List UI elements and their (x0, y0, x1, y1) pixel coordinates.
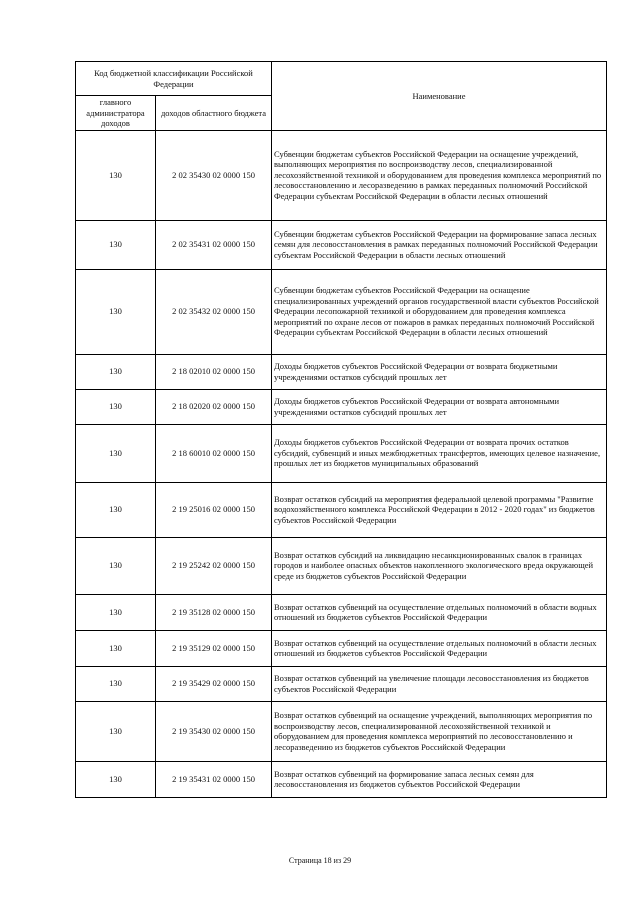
admin-code-cell: 130 (76, 269, 156, 354)
header-code-group: Код бюджетной классификации Российской Федерации (76, 62, 272, 96)
table-row (76, 666, 607, 701)
header-name: Наименование (272, 62, 607, 131)
admin-code-cell: 130 (76, 666, 156, 701)
name-cell: Доходы бюджетов субъектов Российской Федерации от возврата прочих остатков субсидий, субвенций и иных межбюджетных трансфертов, имеющих целевое назначение, прошлых лет из бюджетов муниципальных образований (272, 424, 607, 482)
income-code-cell: 2 02 35430 02 0000 150 (156, 130, 272, 220)
table-row (76, 424, 607, 482)
admin-code-cell: 130 (76, 761, 156, 797)
income-code-cell: 2 18 02020 02 0000 150 (156, 389, 272, 424)
name-cell: Возврат остатков субвенций на осуществление отдельных полномочий в области лесных отношений из бюджетов субъектов Российской Федерации (272, 630, 607, 666)
table-row (76, 537, 607, 594)
income-code-cell: 2 02 35431 02 0000 150 (156, 220, 272, 269)
name-cell: Субвенции бюджетам субъектов Российской Федерации на формирование запаса лесных семян для лесовосстановления в рамках переданных полномочий Российской Федерации субъектам Российской Федерации в области лесных отношений (272, 220, 607, 269)
table-row (76, 630, 607, 666)
header-admin: главного администратора доходов (76, 96, 156, 131)
table-row (76, 269, 607, 354)
income-code-cell: 2 19 35128 02 0000 150 (156, 594, 272, 630)
table-row (76, 389, 607, 424)
table-row (76, 761, 607, 797)
admin-code-cell: 130 (76, 389, 156, 424)
income-code-cell: 2 19 25242 02 0000 150 (156, 537, 272, 594)
admin-code-cell: 130 (76, 630, 156, 666)
admin-code-cell: 130 (76, 537, 156, 594)
name-cell: Доходы бюджетов субъектов Российской Федерации от возврата бюджетными учреждениями остатков субсидий прошлых лет (272, 354, 607, 389)
income-code-cell: 2 19 35129 02 0000 150 (156, 630, 272, 666)
name-cell: Возврат остатков субвенций на формирование запаса лесных семян для лесовосстановления из бюджетов субъектов Российской Федерации (272, 761, 607, 797)
admin-code-cell: 130 (76, 424, 156, 482)
table-row (76, 130, 607, 220)
admin-code-cell: 130 (76, 130, 156, 220)
income-code-cell: 2 19 25016 02 0000 150 (156, 482, 272, 537)
income-code-cell: 2 18 60010 02 0000 150 (156, 424, 272, 482)
admin-code-cell: 130 (76, 701, 156, 761)
admin-code-cell: 130 (76, 594, 156, 630)
budget-classification-table (75, 61, 607, 798)
page-number: Страница 18 из 29 (288, 856, 352, 865)
admin-code-cell: 130 (76, 354, 156, 389)
name-cell: Возврат остатков субвенций на осуществление отдельных полномочий в области водных отношений из бюджетов субъектов Российской Федерации (272, 594, 607, 630)
income-code-cell: 2 02 35432 02 0000 150 (156, 269, 272, 354)
admin-code-cell: 130 (76, 220, 156, 269)
name-cell: Доходы бюджетов субъектов Российской Федерации от возврата автономными учреждениями остатков субсидий прошлых лет (272, 389, 607, 424)
name-cell: Возврат остатков субвенций на увеличение площади лесовосстановления из бюджетов субъектов Российской Федерации (272, 666, 607, 701)
header-income: доходов областного бюджета (156, 96, 272, 131)
table-row (76, 482, 607, 537)
table-row (76, 594, 607, 630)
table-row (76, 701, 607, 761)
name-cell: Субвенции бюджетам субъектов Российской Федерации на оснащение учреждений, выполняющих мероприятия по воспроизводству лесов, специализированной лесохозяйственной техникой и оборудованием для проведения комплекса мероприятий по лесовосстановлению и лесоразведению в рамках переданных полномочий Российской Федерации субъектам Российской Федерации в области лесных отношений (272, 130, 607, 220)
table-row (76, 220, 607, 269)
income-code-cell: 2 19 35429 02 0000 150 (156, 666, 272, 701)
name-cell: Возврат остатков субвенций на оснащение учреждений, выполняющих мероприятия по воспроизводству лесов, специализированной лесохозяйственной техникой и оборудованием для проведения комплекса мероприятий по лесовосстановлению и лесоразведению из бюджетов субъектов Российской Федерации (272, 701, 607, 761)
name-cell: Субвенции бюджетам субъектов Российской Федерации на оснащение специализированных учреждений органов государственной власти субъектов Российской Федерации лесопожарной техникой и оборудованием для проведения комплекса мероприятий по охране лесов от пожаров в рамках переданных полномочий Российской Федерации субъектам Российской Федерации в области лесных отношений (272, 269, 607, 354)
income-code-cell: 2 19 35430 02 0000 150 (156, 701, 272, 761)
name-cell: Возврат остатков субсидий на мероприятия федеральной целевой программы "Развитие водохозяйственного комплекса Российской Федерации в 2012 - 2020 годах" из бюджетов субъектов Российской Федерации (272, 482, 607, 537)
income-code-cell: 2 18 02010 02 0000 150 (156, 354, 272, 389)
name-cell: Возврат остатков субсидий на ликвидацию несанкционированных свалок в границах городов и наиболее опасных объектов накопленного экологического вреда окружающей среде из бюджетов субъектов Российской Федерации (272, 537, 607, 594)
admin-code-cell: 130 (76, 482, 156, 537)
table-row (76, 354, 607, 389)
income-code-cell: 2 19 35431 02 0000 150 (156, 761, 272, 797)
